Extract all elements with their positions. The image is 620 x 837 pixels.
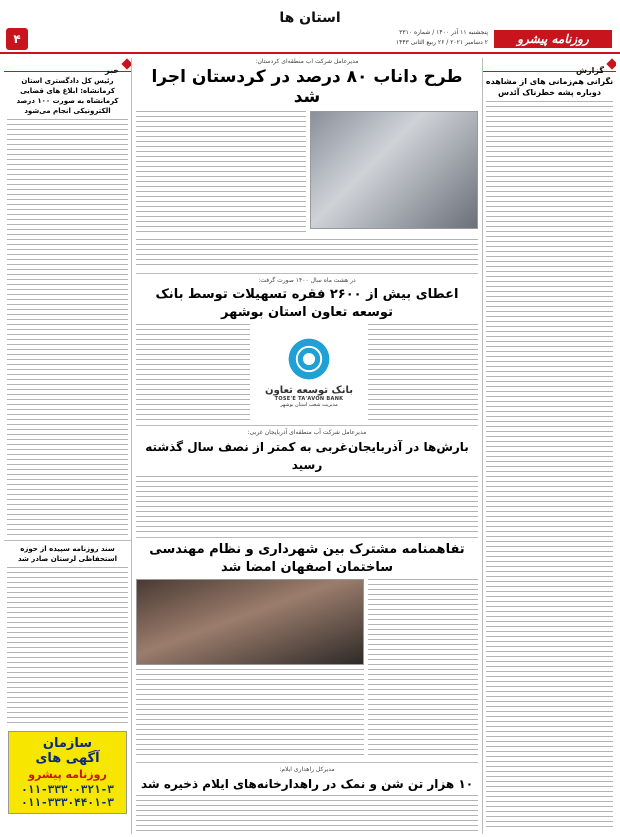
story4-body-text-right — [368, 579, 478, 755]
newspaper-logo: روزنامه پیشرو — [494, 30, 612, 48]
news-tag — [4, 58, 131, 75]
masthead — [0, 0, 620, 54]
story1-headline: رئیس کل دادگستری استان کرمانشاه: ابلاغ های قضایی کرمانشاه به صورت ۱۰۰ درصد الکترونیکی انجام می‌شود — [16, 77, 119, 115]
story5-body-text — [136, 795, 478, 834]
report-column — [482, 58, 616, 834]
divider — [136, 762, 478, 763]
report-body-text — [486, 101, 613, 831]
bank-emblem-icon — [286, 336, 332, 382]
report-tag — [483, 58, 616, 75]
issue-line-2: ۲ دسامبر ۲۰۲۱ / ۲۶ ربیع الثانی ۱۴۴۳ — [395, 39, 488, 46]
divider — [136, 537, 478, 538]
bank-logo — [254, 324, 364, 420]
page-number: ۴ — [6, 28, 28, 50]
story5-headline: ۱۰ هزار تن شن و نمک در راهدارخانه‌های ایلام ذخیره شد — [140, 777, 474, 791]
story3-body-text — [136, 476, 478, 534]
story4-body-text-left — [136, 669, 364, 755]
news-tag-label: خبر — [104, 66, 119, 75]
story3-headline: بارش‌ها در آذربایجان‌غربی به کمتر از نصف سال گذشته رسید — [145, 440, 469, 472]
ad-phone-2: ۰۱۱-۳۳۳۰۴۴۰۱-۳ — [21, 796, 114, 809]
advertisement-box — [8, 731, 127, 814]
bank-branch: مدیریت شعب استان بوشهر — [280, 402, 338, 408]
story1-headline: طرح داناب ۸۰ درصد در کردستان اجرا شد — [151, 67, 463, 107]
ad-line-2: آگهی های — [35, 751, 100, 766]
story2-body-text-left — [136, 324, 250, 420]
ad-line-1: سازمان — [42, 736, 93, 751]
divider — [136, 425, 478, 426]
bank-name-fa: بانک توسعه تعاون — [265, 385, 353, 396]
signing-ceremony-photo — [136, 579, 364, 665]
issue-line-1: پنجشنبه ۱۱ آذر ۱۴۰۰ / شماره ۳۳۱۰ — [399, 29, 488, 36]
story2-headline: سند روزنامه سپیده از حوزه استحفاظی لرستان صادر شد — [17, 545, 118, 563]
story1-kicker: مدیرعامل شرکت آب منطقه‌ای کردستان: — [255, 58, 359, 65]
story3-kicker: مدیرعامل شرکت آب منطقه‌ای آذربایجان غربی: — [247, 429, 367, 436]
story1-body-text-2 — [136, 239, 478, 269]
issue-info — [348, 28, 488, 48]
story2-kicker: در هشت ماه سال ۱۴۰۰ صورت گرفت: — [258, 277, 356, 284]
story1-body-text — [7, 119, 128, 537]
story4-headline: تفاهمنامه مشترک بین شهرداری و نظام مهندسی ساختمان اصفهان امضا شد — [149, 542, 465, 575]
section-title: استان ها — [279, 10, 341, 26]
report-tag-label: گزارش — [575, 66, 604, 75]
main-stories — [136, 58, 478, 834]
story2-headline: اعطای بیش از ۲۶۰۰ فقره تسهیلات توسط بانک توسعه تعاون استان بوشهر — [155, 287, 459, 320]
story5-kicker: مدیرکل راهداری ایلام: — [279, 766, 335, 773]
divider — [136, 273, 478, 274]
ad-phone-1: ۰۱۱-۳۳۳۰۰۳۲۱-۳ — [21, 783, 114, 796]
story1-body-text — [136, 111, 306, 235]
ad-line-3: روزنامه پیشرو — [28, 768, 107, 781]
bank-name-en: TOSE'E TA'AVON BANK — [274, 396, 344, 402]
story2-body-text-right — [368, 324, 478, 420]
dam-photo — [310, 111, 478, 229]
news-column — [4, 58, 132, 834]
report-headline: نگرانی هم‌زمانی های از مشاهده دوباره پشه خطرناک آئدس — [485, 77, 614, 97]
divider — [4, 540, 131, 541]
story2-body-text — [7, 567, 128, 727]
